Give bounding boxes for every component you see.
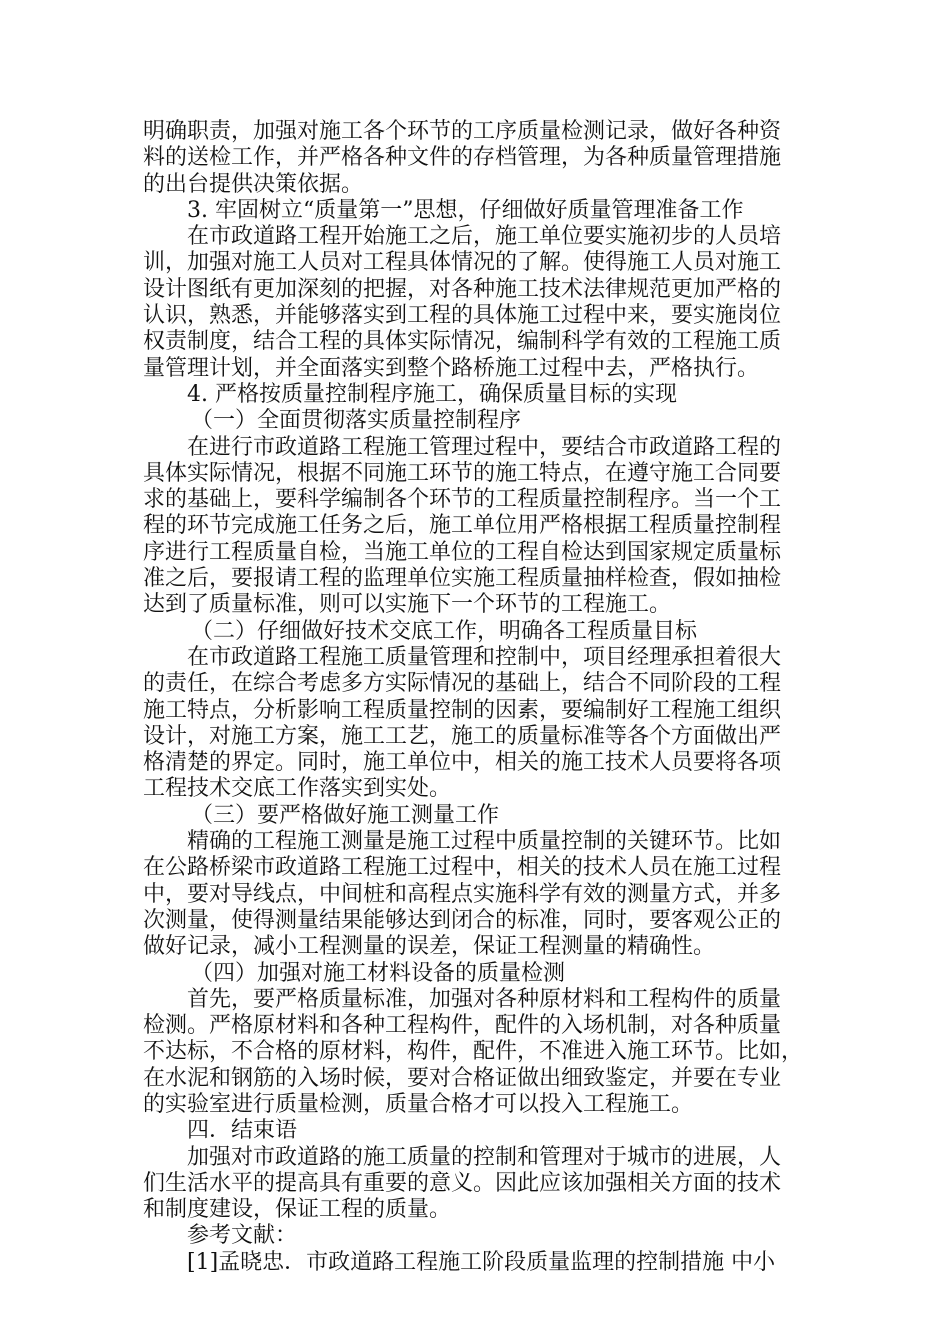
text-line: 在市政道路工程开始施工之后，施工单位要实施初步的人员培 <box>187 224 782 250</box>
text-line: 求的基础上，要科学编制各个环节的工程质量控制程序。当一个工 <box>143 487 782 513</box>
text-line: 参考文献： <box>187 1223 298 1249</box>
text-line: 中，要对导线点，中间桩和高程点实施科学有效的测量方式，并多 <box>143 881 782 907</box>
text-line: 和制度建设，保证工程的质量。 <box>143 1197 452 1223</box>
text-line: 不达标，不合格的原材料，构件，配件，不准进入施工环节。比如， <box>143 1039 804 1065</box>
text-line: 训，加强对施工人员对工程具体情况的了解。使得施工人员对施工 <box>143 250 782 276</box>
text-line: 在市政道路工程施工质量管理和控制中，项目经理承担着很大 <box>187 644 782 670</box>
body-text <box>143 119 803 1276</box>
text-line: 做好记录，减小工程测量的误差，保证工程测量的精确性。 <box>143 934 716 960</box>
text-line: （一）全面贯彻落实质量控制程序 <box>191 408 522 434</box>
text-line: 首先，要严格质量标准，加强对各种原材料和工程构件的质量 <box>187 986 782 1012</box>
text-line: 的实验室进行质量检测，质量合格才可以投入工程施工。 <box>143 1091 694 1117</box>
text-line: 达到了质量标准，则可以实施下一个环节的工程施工。 <box>143 592 672 618</box>
text-line: 料的送检工作，并严格各种文件的存档管理，为各种质量管理措施 <box>143 145 782 171</box>
text-line: （二）仔细做好技术交底工作，明确各工程质量目标 <box>191 618 698 644</box>
text-line: 具体实际情况，根据不同施工环节的施工特点，在遵守施工合同要 <box>143 460 782 486</box>
text-line: 的出台提供决策依据。 <box>143 171 364 197</box>
text-line: 检测。严格原材料和各种工程构件，配件的入场机制，对各种质量 <box>143 1013 782 1039</box>
text-line: 加强对市政道路的施工质量的控制和管理对于城市的进展，人 <box>187 1144 782 1170</box>
text-line: 们生活水平的提高具有重要的意义。因此应该加强相关方面的技术 <box>143 1170 782 1196</box>
text-line: 4. 严格按质量控制程序施工，确保质量目标的实现 <box>187 381 677 407</box>
text-line: 认识，熟悉，并能够落实到工程的具体施工过程中来，要实施岗位 <box>143 303 782 329</box>
text-line: 量管理计划，并全面落实到整个路桥施工过程中去，严格执行。 <box>143 355 760 381</box>
text-line: 权责制度，结合工程的具体实际情况，编制科学有效的工程施工质 <box>143 329 782 355</box>
text-line: 在公路桥梁市政道路工程施工过程中，相关的技术人员在施工过程 <box>143 855 782 881</box>
text-line: 格清楚的界定。同时，施工单位中，相关的施工技术人员要将各项 <box>143 750 782 776</box>
text-line: 序进行工程质量自检，当施工单位的工程自检达到国家规定质量标 <box>143 539 782 565</box>
text-line: 3. 牢固树立“质量第一”思想，仔细做好质量管理准备工作 <box>187 197 744 223</box>
text-line: （三）要严格做好施工测量工作 <box>191 802 500 828</box>
text-line: 设计，对施工方案，施工工艺，施工的质量标准等各个方面做出严 <box>143 723 782 749</box>
text-line: （四）加强对施工材料设备的质量检测 <box>191 960 566 986</box>
text-line: 施工特点，分析影响工程质量控制的因素，要编制好工程施工组织 <box>143 697 782 723</box>
text-line: 在水泥和钢筋的入场时候，要对合格证做出细致鉴定，并要在专业 <box>143 1065 782 1091</box>
text-line: 的责任，在综合考虑多方实际情况的基础上，结合不同阶段的工程 <box>143 671 782 697</box>
text-line: [1]孟晓忠．市政道路工程施工阶段质量监理的控制措施 中小 <box>187 1249 776 1275</box>
text-line: 精确的工程施工测量是施工过程中质量控制的关键环节。比如 <box>187 829 782 855</box>
text-line: 程的环节完成施工任务之后，施工单位用严格根据工程质量控制程 <box>143 513 782 539</box>
text-line: 准之后，要报请工程的监理单位实施工程质量抽样检查，假如抽检 <box>143 566 782 592</box>
text-line: 工程技术交底工作落实到实处。 <box>143 776 452 802</box>
text-line: 设计图纸有更加深刻的把握，对各种施工技术法律规范更加严格的 <box>143 276 782 302</box>
text-line: 四．结束语 <box>187 1118 298 1144</box>
text-line: 在进行市政道路工程施工管理过程中，要结合市政道路工程的 <box>187 434 782 460</box>
text-line: 次测量，使得测量结果能够达到闭合的标准，同时，要客观公正的 <box>143 907 782 933</box>
text-line: 明确职责，加强对施工各个环节的工序质量检测记录，做好各种资 <box>143 119 782 144</box>
